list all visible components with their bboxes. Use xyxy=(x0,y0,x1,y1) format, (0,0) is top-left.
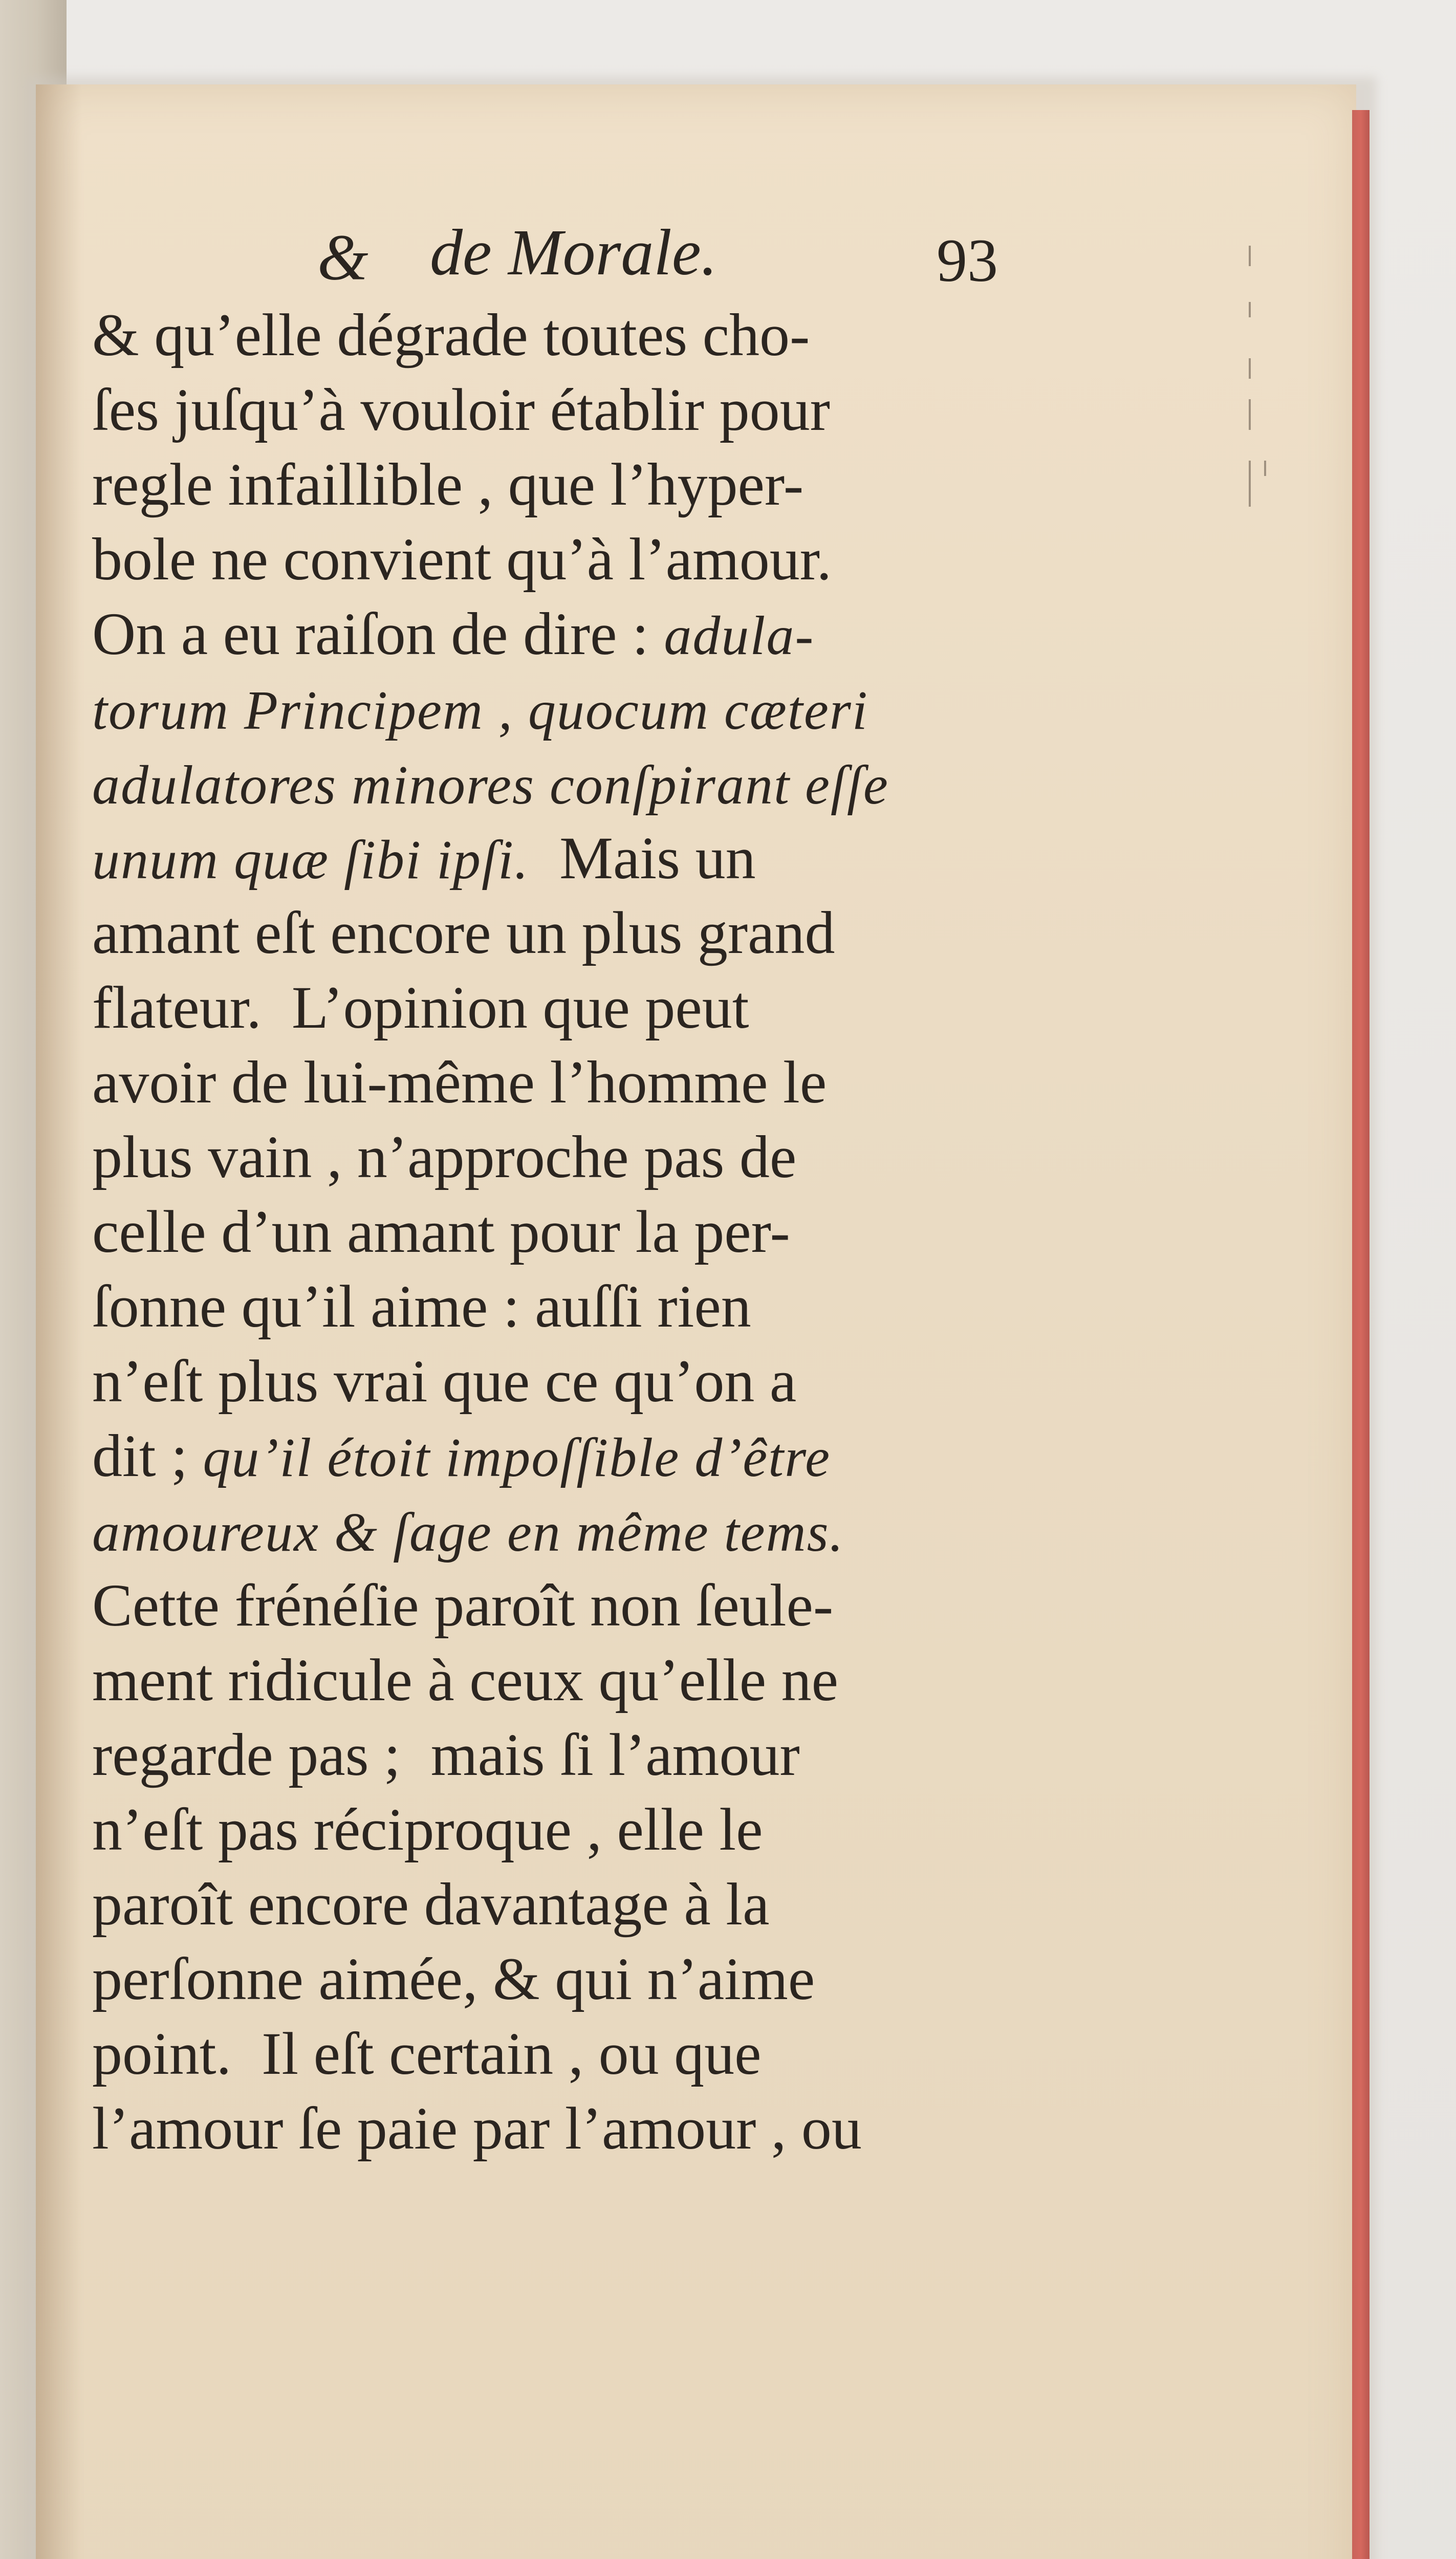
text-line xyxy=(92,1418,831,1494)
text-line xyxy=(92,596,814,673)
text-segment: flateur. L’opinion que peut xyxy=(92,974,749,1041)
page-number: 93 xyxy=(937,226,998,294)
margin-mark xyxy=(1249,246,1251,266)
text-segment: qu’il étoit impoſſible d’être xyxy=(203,1427,831,1488)
text-segment: plus vain , n’approche pas de xyxy=(92,1123,797,1190)
text-line xyxy=(92,2090,862,2167)
text-segment: ſes juſqu’à vouloir établir pour xyxy=(92,376,830,443)
text-line xyxy=(92,969,749,1046)
text-segment: dit ; xyxy=(92,1422,203,1489)
text-line xyxy=(92,372,830,448)
text-segment: ment ridicule à ceux qu’elle ne xyxy=(92,1646,838,1714)
text-segment: torum Principem , quocum cæteri xyxy=(92,680,868,741)
text-segment: unum quæ ſibi ipſi. xyxy=(92,830,530,891)
text-line xyxy=(92,1642,838,1719)
text-segment: n’eſt pas réciproque , elle le xyxy=(92,1796,763,1863)
text-line xyxy=(92,895,835,971)
text-line xyxy=(92,1866,769,1943)
margin-mark xyxy=(1249,399,1251,430)
text-line xyxy=(92,521,832,598)
text-line xyxy=(92,670,868,747)
text-line xyxy=(92,1717,800,1793)
text-segment: avoir de lui-même l’homme le xyxy=(92,1049,827,1116)
header-title: de Morale. xyxy=(430,216,718,289)
text-line xyxy=(92,2015,761,2092)
text-segment: regarde pas ; mais ſi l’amour xyxy=(92,1721,800,1788)
text-segment: On a eu raiſon de dire : xyxy=(92,600,664,667)
text-line xyxy=(92,1044,827,1121)
text-line xyxy=(92,820,756,897)
text-segment: n’eſt plus vrai que ce qu’on a xyxy=(92,1348,797,1415)
gutter-shade xyxy=(36,84,82,2559)
text-segment: ſonne qu’il aime : auſſi rien xyxy=(92,1273,751,1340)
margin-mark xyxy=(1249,302,1251,317)
text-segment: amoureux & ſage en même tems. xyxy=(92,1502,844,1563)
text-line xyxy=(92,1791,763,1868)
text-segment: regle infaillible , que l’hyper- xyxy=(92,451,804,518)
text-line xyxy=(92,297,810,374)
text-segment: celle d’un amant pour la per- xyxy=(92,1198,790,1265)
text-line xyxy=(92,1119,796,1196)
text-segment: bole ne convient qu’à l’amour. xyxy=(92,526,832,593)
text-segment: l’amour ſe paie par l’amour , ou xyxy=(92,2095,862,2162)
text-segment: perſonne aimée, & qui n’aime xyxy=(92,1945,815,2012)
text-line xyxy=(92,1343,796,1420)
text-line xyxy=(92,1567,833,1644)
text-segment: adulatores minores conſpirant eſſe xyxy=(92,755,889,816)
text-segment: Cette frénéſie paroît non ſeule- xyxy=(92,1572,834,1639)
text-line xyxy=(92,745,889,822)
text-segment: paroît encore davantage à la xyxy=(92,1871,770,1938)
page-edge-red xyxy=(1352,110,1370,2559)
margin-mark xyxy=(1249,461,1251,507)
text-line xyxy=(92,1194,790,1270)
text-line xyxy=(92,446,803,523)
text-segment: point. Il eſt certain , ou que xyxy=(92,2020,762,2087)
marginalia xyxy=(1249,246,1269,553)
text-segment: & qu’elle dégrade toutes cho- xyxy=(92,301,810,368)
text-line xyxy=(92,1492,844,1569)
text-line xyxy=(92,1941,815,2018)
margin-mark xyxy=(1264,461,1266,476)
header-ornament: & xyxy=(317,221,368,294)
text-segment: Mais un xyxy=(529,825,756,892)
text-segment: amant eſt encore un plus grand xyxy=(92,899,835,966)
text-line xyxy=(92,1268,751,1345)
text-segment: adula- xyxy=(664,605,815,666)
margin-mark xyxy=(1249,358,1251,379)
